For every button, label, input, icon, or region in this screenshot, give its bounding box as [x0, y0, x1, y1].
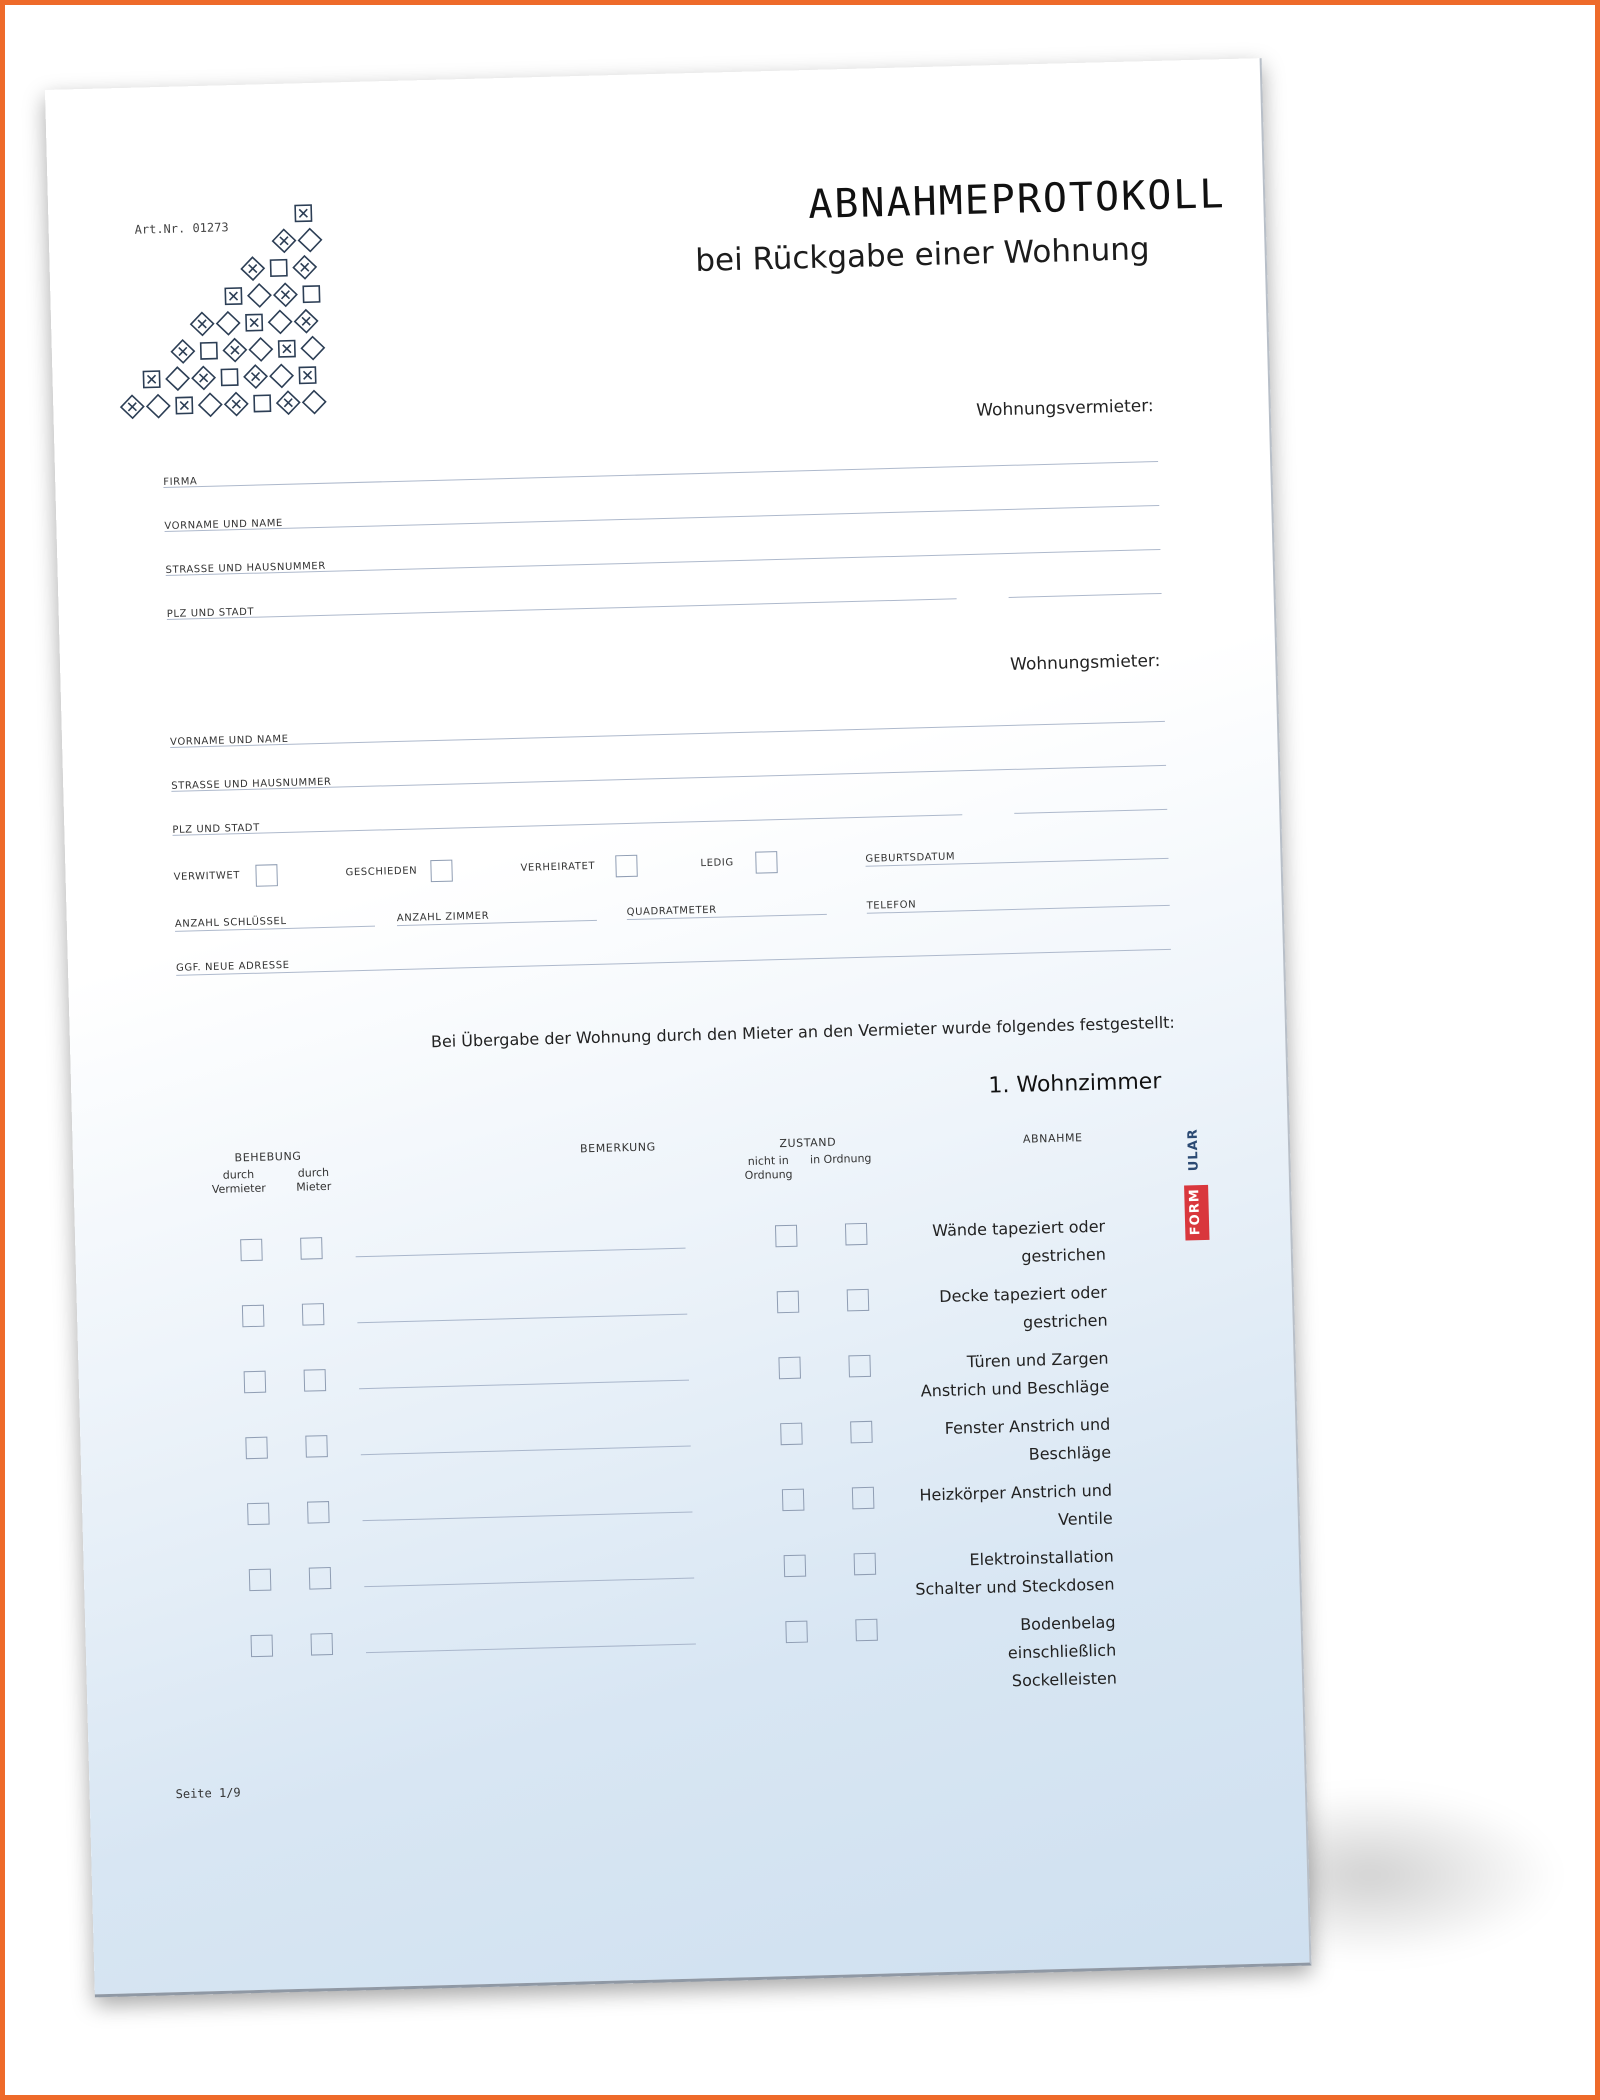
- brand-text-form: FORM: [1187, 1188, 1204, 1236]
- landlord-heading: Wohnungsvermieter:: [975, 396, 1154, 421]
- intro-statement: Bei Übergabe der Wohnung durch den Mieter an den Vermieter wurde folgendes festgestellt:: [430, 1012, 1176, 1052]
- landlord-city-label: PLZ UND STADT: [166, 606, 255, 620]
- row-fixed-by-tenant-checkbox[interactable]: [305, 1435, 328, 1458]
- row-not-in-order-checkbox[interactable]: [782, 1489, 805, 1512]
- row-remark-field[interactable]: [356, 1248, 686, 1258]
- row-fixed-by-landlord-checkbox[interactable]: [242, 1305, 265, 1328]
- row-fixed-by-tenant-checkbox[interactable]: [310, 1633, 333, 1656]
- status-single-label: LEDIG: [700, 857, 734, 870]
- tenant-city-label: PLZ UND STADT: [172, 822, 260, 836]
- row-label: Bodenbelag einschließlich Sockelleisten: [1007, 1612, 1118, 1691]
- col-behebung-mieter: durch Mieter: [296, 1165, 332, 1194]
- row-label: Fenster Anstrich und Beschläge: [944, 1414, 1112, 1464]
- row-in-order-checkbox[interactable]: [850, 1421, 873, 1444]
- landlord-zip-field[interactable]: [1009, 593, 1162, 598]
- status-married-checkbox[interactable]: [615, 855, 638, 878]
- row-not-in-order-checkbox[interactable]: [777, 1291, 800, 1314]
- row-fixed-by-tenant-checkbox[interactable]: [304, 1369, 327, 1392]
- row-not-in-order-checkbox[interactable]: [784, 1555, 807, 1578]
- col-behebung: BEHEBUNG: [234, 1149, 302, 1165]
- sqm-label: QUADRATMETER: [626, 904, 717, 919]
- row-in-order-checkbox[interactable]: [847, 1289, 870, 1312]
- row-label: Decke tapeziert oder gestrichen: [938, 1282, 1108, 1332]
- row-remark-field[interactable]: [357, 1314, 687, 1324]
- col-abnahme: ABNAHME: [1022, 1131, 1083, 1146]
- row-not-in-order-checkbox[interactable]: [785, 1621, 808, 1644]
- document-subtitle: bei Rückgabe einer Wohnung: [694, 231, 1151, 280]
- row-label: Heizkörper Anstrich und Ventile: [919, 1480, 1113, 1529]
- row-remark-field[interactable]: [366, 1643, 696, 1653]
- row-fixed-by-landlord-checkbox[interactable]: [245, 1437, 268, 1460]
- keys-label: ANZAHL SCHLÜSSEL: [174, 915, 287, 930]
- row-remark-field[interactable]: [364, 1578, 694, 1588]
- status-divorced-label: GESCHIEDEN: [345, 865, 418, 879]
- document-page: [45, 58, 1312, 1997]
- new-address-field[interactable]: [176, 949, 1171, 976]
- row-not-in-order-checkbox[interactable]: [775, 1225, 798, 1248]
- row-in-order-checkbox[interactable]: [854, 1553, 877, 1576]
- row-not-in-order-checkbox[interactable]: [780, 1423, 803, 1446]
- col-bemerkung: BEMERKUNG: [579, 1140, 656, 1156]
- section-number: 1.: [988, 1073, 1010, 1099]
- section-title: [861, 1069, 1162, 1102]
- landlord-city-field[interactable]: [167, 598, 957, 620]
- row-fixed-by-tenant-checkbox[interactable]: [309, 1567, 332, 1590]
- row-in-order-checkbox[interactable]: [852, 1487, 875, 1510]
- col-zustand-nicht: nicht in Ordnung: [744, 1153, 793, 1183]
- landlord-street-label: STRASSE UND HAUSNUMMER: [165, 560, 326, 577]
- row-remark-field[interactable]: [363, 1512, 693, 1522]
- phone-label: TELEFON: [866, 899, 917, 912]
- tenant-city-field[interactable]: [173, 814, 963, 836]
- article-number: Art.Nr. 01273: [134, 220, 229, 237]
- row-remark-field[interactable]: [359, 1380, 689, 1390]
- tenant-heading: Wohnungsmieter:: [1009, 651, 1161, 675]
- row-fixed-by-tenant-checkbox[interactable]: [302, 1303, 325, 1326]
- new-address-label: GGF. NEUE ADRESSE: [175, 959, 290, 974]
- status-widowed-checkbox[interactable]: [255, 864, 278, 887]
- tenant-zip-field[interactable]: [1014, 809, 1167, 814]
- page-number: Seite 1/9: [175, 1785, 241, 1802]
- row-in-order-checkbox[interactable]: [855, 1619, 878, 1642]
- tenant-street-label: STRASSE UND HAUSNUMMER: [171, 776, 332, 792]
- row-label: Türen und Zargen Anstrich und Beschläge: [920, 1348, 1110, 1401]
- status-single-checkbox[interactable]: [755, 851, 778, 874]
- landlord-company-field[interactable]: [163, 461, 1158, 488]
- section-name: Wohnzimmer: [1016, 1069, 1162, 1098]
- landlord-name-label: VORNAME UND NAME: [164, 517, 284, 533]
- row-in-order-checkbox[interactable]: [848, 1355, 871, 1378]
- col-zustand: ZUSTAND: [779, 1135, 837, 1151]
- row-fixed-by-landlord-checkbox[interactable]: [247, 1503, 270, 1526]
- row-fixed-by-tenant-checkbox[interactable]: [300, 1237, 323, 1260]
- document-title: ABNAHMEPROTOKOLL: [807, 171, 1227, 229]
- row-label: Elektroinstallation Schalter und Steckdosen: [915, 1546, 1115, 1599]
- col-zustand-in: in Ordnung: [809, 1151, 872, 1167]
- row-fixed-by-landlord-checkbox[interactable]: [240, 1239, 263, 1262]
- status-divorced-checkbox[interactable]: [430, 860, 453, 883]
- status-married-label: VERHEIRATET: [520, 860, 596, 874]
- col-behebung-vermieter: durch Vermieter: [211, 1167, 266, 1197]
- landlord-name-field[interactable]: [165, 505, 1160, 532]
- row-fixed-by-tenant-checkbox[interactable]: [307, 1501, 330, 1524]
- tenant-name-label: VORNAME UND NAME: [169, 733, 289, 748]
- rooms-label: ANZAHL ZIMMER: [396, 910, 490, 925]
- row-label: Wände tapeziert oder gestrichen: [932, 1216, 1107, 1266]
- brand-text-ular: ULAR: [1185, 1128, 1202, 1172]
- row-not-in-order-checkbox[interactable]: [778, 1357, 801, 1380]
- status-widowed-label: VERWITWET: [173, 870, 241, 883]
- row-fixed-by-landlord-checkbox[interactable]: [249, 1569, 272, 1592]
- landlord-company-label: FIRMA: [163, 476, 198, 489]
- row-fixed-by-landlord-checkbox[interactable]: [244, 1371, 267, 1394]
- row-fixed-by-landlord-checkbox[interactable]: [251, 1635, 274, 1658]
- birthdate-label: GEBURTSDATUM: [865, 851, 956, 865]
- row-in-order-checkbox[interactable]: [845, 1223, 868, 1246]
- row-remark-field[interactable]: [361, 1446, 691, 1456]
- brand-logo: [1182, 1090, 1210, 1241]
- tenant-name-field[interactable]: [170, 721, 1165, 748]
